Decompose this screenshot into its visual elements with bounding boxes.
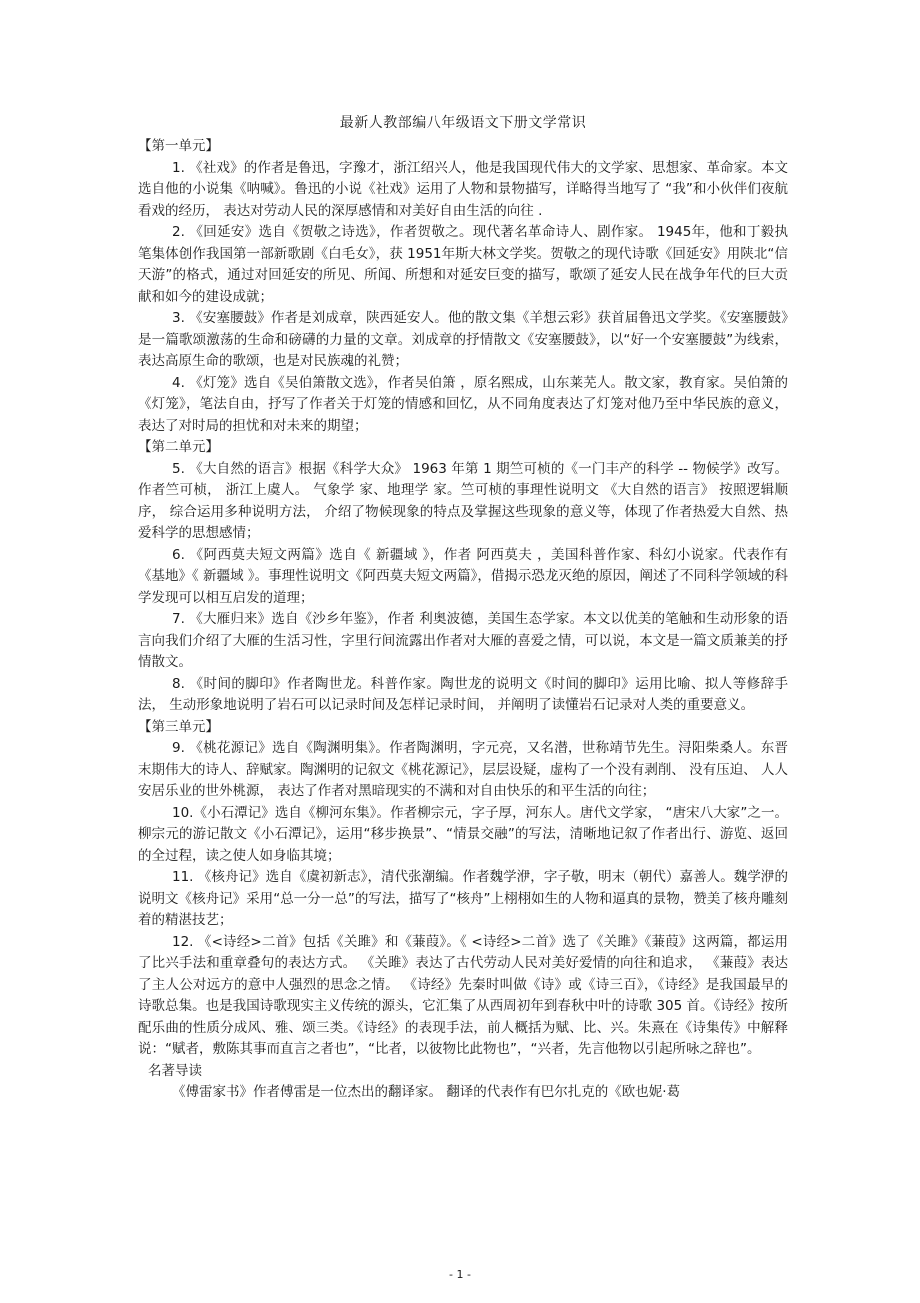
paragraph: 6. 《阿西莫夫短文两篇》选自《 新疆域 》，作者 阿西莫夫 ，美国科普作家、科幻小说家。代表作有《基地》《 新疆域 》。事理性说明文《阿西莫夫短文两篇》，借揭示恐龙灭绝的原因，阐述了不同科学领域的科学发现可以相互启发的道理； [138,546,788,606]
paragraph: 10.《小石潭记》选自《柳河东集》。作者柳宗元，字子厚，河东人。唐代文学家， “唐宋八大家”之一。柳宗元的游记散文《小石潭记》，运用“移步换景”、“情景交融”的写法，清晰地记叙了作者出行、游览、返回的全过程，读之使人如身临其境； [138,804,788,864]
paragraph: 3. 《安塞腰鼓》作者是刘成章，陕西延安人。他的散文集《羊想云彩》获首届鲁迅文学奖。《安塞腰鼓》是一篇歌颂激荡的生命和磅礴的力量的文章。刘成章的抒情散文《安塞腰鼓》，以“好一个安塞腰鼓”为线索，表达高原生命的歌颂，也是对民族魂的礼赞； [138,310,788,369]
unit-heading: 【第三单元】 [138,718,219,735]
document-page [138,112,788,1104]
paragraph: 4. 《灯笼》选自《吴伯箫散文选》，作者吴伯箫 ，原名熙成，山东莱芜人。散文家，教育家。吴伯箫的《灯笼》，笔法自由，抒写了作者关于灯笼的情感和回忆，从不同角度表达了灯笼对他乃至中华民族的意义，表达了对时局的担忧和对未来的期望； [138,374,788,434]
paragraph: 7. 《大雁归来》选自《沙乡年鉴》，作者 利奥波德，美国生态学家。本文以优美的笔触和生动形象的语言向我们介绍了大雁的生活习性，字里行间流露出作者对大雁的喜爱之情，可以说，本文是一篇文质兼美的抒情散文。 [138,611,788,670]
document-title: 最新人教部编八年级语文下册文学常识 [339,115,587,131]
unit-heading: 【第二单元】 [138,439,219,455]
paragraph: 8. 《时间的脚印》作者陶世龙。科普作家。陶世龙的说明文《时间的脚印》运用比喻、拟人等修辞手法， 生动形象地说明了岩石可以记录时间及怎样记录时间， 并阐明了读懂岩石记录对人类的重要意义。 [138,675,788,713]
paragraph: 9. 《桃花源记》选自《陶渊明集》。作者陶渊明，字元亮，又名潜，世称靖节先生。浔阳柴桑人。东晋末期伟大的诗人、辞赋家。陶渊明的记叙文《桃花源记》，层层设疑，虚构了一个没有剥削、 没有压迫、 人人安居乐业的世外桃源， 表达了作者对黑暗现实的不满和对自由快乐的和平生活的向往； [138,740,788,799]
unit-1 [138,136,788,437]
unit-2 [138,437,788,717]
paragraph: 12. 《<诗经>二首》包括《关雎》和《蒹葭》。《 <诗经>二首》选了《关雎》《蒹葭》这两篇，都运用了比兴手法和重章叠句的表达方式。 《关雎》表达了古代劳动人民对美好爱情的向往和追求， 《蒹葭》表达了主人公对远方的意中人强烈的思念之情。 《诗经》先秦时叫做《诗》或《诗三百》，《诗经》是我国最早的诗歌总集。也是我国诗歌现实主义传统的源头，它汇集了从西周初年到春秋中叶的诗歌 305 首。《诗经》按所配乐曲的性质分成风、雅、颂三类。《诗经》的表现手法，前人概括为赋、比、兴。朱熹在《诗集传》中解释说：“赋者，敷陈其事而直言之者也”，“比者，以彼物比此物也”，“兴者，先言他物以引起所咏之辞也”。 [138,933,788,1057]
paragraph: 11. 《核舟记》选自《虞初新志》，清代张潮编。作者魏学洢，字子敬，明末（朝代）嘉善人。魏学洢的说明文《核舟记》采用“总一分一总”的写法，描写了“核舟”上栩栩如生的人物和逼真的景物，赞美了核舟雕刻着的精湛技艺； [138,869,788,928]
unit-heading: 【第一单元】 [138,138,219,154]
page-number: - 1 - [449,1268,471,1281]
paragraph: 2. 《回延安》选自《贺敬之诗选》，作者贺敬之。现代著名革命诗人、剧作家。 1945年，他和丁毅执笔集体创作我国第一部新歌剧《白毛女》，获 1951年斯大林文学奖。贺敬之的现代诗歌《回延安》用陕北“信天游”的格式，通过对回延安的所见、所闻、所想和对延安巨变的描写，歌颂了延安人民在战争年代的巨大贡献和如今的建设成就； [138,224,788,305]
paragraph: 5. 《大自然的语言》根据《科学大众》 1963 年第 1 期竺可桢的《一门丰产的科学 -- 物候学》改写。作者竺可桢， 浙江上虞人。 气象学 家、地理学 家。竺可桢的事理性说明文 《大自然的语言》 按照逻辑顺序， 综合运用多种说明方法， 介绍了物候现象的特点及掌握这些现象的意义等，体现了作者热爱大自然、热爱科学的思想感情； [138,460,788,541]
paragraph: 1. 《社戏》的作者是鲁迅，字豫才，浙江绍兴人，他是我国现代伟大的文学家、思想家、革命家。本文选自他的小说集《呐喊》。鲁迅的小说《社戏》运用了人物和景物描写，详略得当地写了 “我”和小伙伴们夜航看戏的经历， 表达对劳动人民的深厚感情和对美好自由生活的向往 . [138,159,788,219]
reading-guide [138,1061,788,1104]
unit-3 [138,717,788,1061]
reading-heading: 名著导读 [148,1062,202,1079]
paragraph: 《傅雷家书》作者傅雷是一位杰出的翻译家。 翻译的代表作有巴尔扎克的《欧也妮·葛 [172,1084,681,1100]
